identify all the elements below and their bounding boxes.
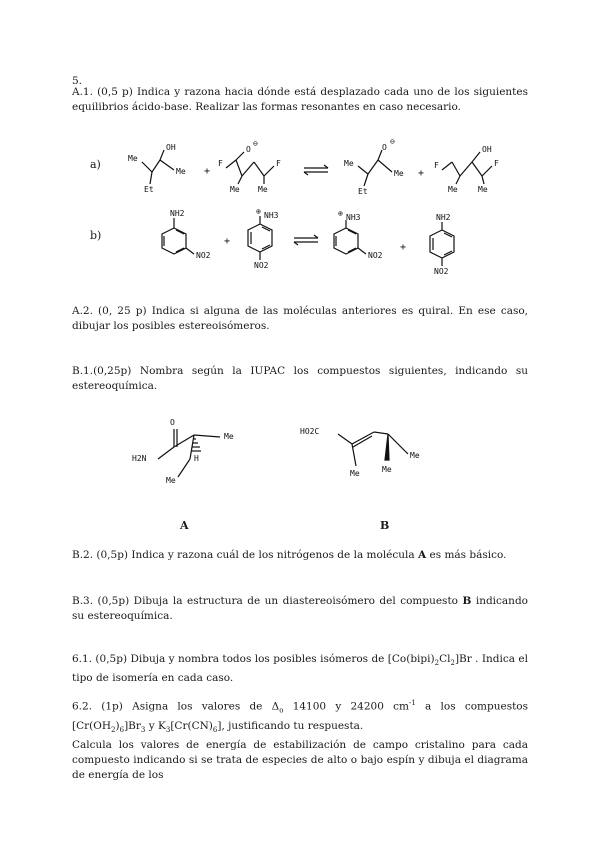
question-a2-heading: A.2. (0, 25 p): [72, 305, 147, 317]
label-me: Me: [230, 185, 240, 194]
label-h: H: [194, 454, 199, 463]
question-b3-heading: B.3. (0,5p): [72, 595, 130, 607]
text: [Cr(CN): [170, 719, 213, 732]
label-nh3: NH3: [346, 213, 361, 222]
label-f: F: [494, 159, 499, 168]
label-o: O: [170, 418, 175, 427]
question-6-2-heading: 6.2. (1p): [72, 700, 123, 713]
label-me: Me: [166, 476, 176, 485]
label-o: O: [246, 145, 251, 154]
superscript: -1: [408, 699, 416, 707]
question-b3-text-end: indicando su estereoquímica.: [72, 595, 528, 622]
label-me: Me: [176, 167, 186, 176]
text: ): [115, 719, 120, 732]
label-f: F: [218, 159, 223, 168]
label-f: F: [434, 161, 439, 170]
label-me: Me: [382, 465, 392, 474]
label-oh: OH: [482, 145, 492, 154]
label-f: F: [276, 159, 281, 168]
label-molecule-b: B: [380, 519, 390, 532]
label-me: Me: [224, 432, 234, 441]
label-me: Me: [448, 185, 458, 194]
alcohol-molecule-2: [434, 145, 499, 194]
subscript: 6: [119, 725, 125, 734]
text: a los compuestos [Cr(OH: [72, 700, 529, 732]
equilibrium-b-diagram: [150, 207, 470, 282]
label-plus-circle: ⊕: [338, 209, 343, 218]
plus-sign: +: [400, 242, 407, 253]
text: y: [145, 719, 155, 732]
equilibrium-arrow: [304, 165, 328, 175]
question-b3-molecule: B: [462, 595, 472, 607]
question-b2-text: Indica y razona cuál de los nitrógenos de la molécula: [131, 549, 415, 561]
text: 14100 y 24200 cm: [283, 700, 409, 713]
label-me: Me: [394, 169, 404, 178]
label-nh3: NH3: [264, 211, 279, 220]
equilibrium-arrow: [294, 235, 318, 245]
label-me: Me: [478, 185, 488, 194]
question-a2: [72, 304, 528, 334]
label-me: Me: [128, 154, 138, 163]
label-me: Me: [258, 185, 268, 194]
question-6-1: [72, 652, 528, 686]
subscript: 3: [165, 725, 171, 734]
subscript: 6: [212, 725, 218, 734]
label-o: O: [382, 143, 387, 152]
question-b1: [72, 364, 528, 394]
question-6-1-text-mid: Cl: [439, 653, 451, 665]
question-6-2: [72, 696, 528, 783]
text: Asigna los valores de Δ: [132, 700, 280, 713]
label-b: b): [90, 229, 102, 242]
question-a1-text: Indica y razona hacia dónde está desplazado cada uno de los siguientes equilibrios ácido-base. Realizar las formas resonantes en caso necesario.: [72, 86, 528, 113]
question-b2-text-end: es más básico.: [429, 549, 507, 561]
question-b2: [72, 548, 528, 563]
plus-sign: +: [204, 166, 211, 177]
plus-sign: +: [224, 236, 231, 247]
text: ]Br: [124, 719, 141, 732]
question-b2-molecule: A: [418, 549, 427, 561]
label-no2: NO2: [434, 267, 449, 276]
question-b1-heading: B.1.(0,25p): [72, 365, 132, 377]
question-6-1-text-end: ]Br . Indica el tipo de isomería en cada caso.: [72, 653, 528, 685]
label-me: Me: [410, 451, 420, 460]
plus-sign: +: [418, 168, 425, 179]
subscript: o: [279, 706, 284, 715]
subscript: 2: [450, 659, 455, 668]
question-6-1-heading: 6.1. (0,5p): [72, 653, 128, 665]
label-no2: NO2: [196, 251, 211, 260]
text: ], justificando tu respuesta.: [217, 719, 364, 732]
question-b1-text: Nombra según la IUPAC los compuestos siguientes, indicando su estereoquímica.: [72, 365, 528, 392]
subscript: 3: [140, 725, 146, 734]
label-no2: NO2: [254, 261, 269, 270]
label-me: Me: [344, 159, 354, 168]
subscript: 2: [434, 659, 440, 668]
label-et: Et: [144, 185, 154, 194]
label-nh2: NH2: [436, 213, 451, 222]
question-a2-text: Indica si alguna de las moléculas anteriores es quiral. En ese caso, dibujar los posibles estereoisómeros.: [72, 305, 529, 332]
label-molecule-a: A: [180, 519, 189, 532]
label-minus: ⊖: [390, 137, 395, 146]
nitroaniline-molecule: [162, 209, 211, 260]
question-a1-heading: A.1. (0,5 p): [72, 86, 133, 98]
label-h2n: H2N: [132, 454, 147, 463]
label-oh: OH: [166, 143, 176, 152]
label-me: Me: [350, 469, 360, 478]
question-6-1-text: Dibuja y nombra todos los posibles isómeros de [Co(bipi): [130, 653, 435, 665]
nitroanilinium-molecule-2: [334, 209, 383, 260]
alkoxide-molecule-2: [344, 137, 404, 196]
label-plus-circle: ⊕: [256, 207, 261, 216]
section-number: 5.: [72, 75, 83, 87]
question-b3-text: Dibuja la estructura de un diastereoisómero del compuesto: [133, 595, 458, 607]
alkoxide-molecule: [218, 139, 281, 194]
text: Calcula los valores de energía de estabilización de campo cristalino para cada compuesto indicando si se trata de especies de alto o bajo espín y dibuja el diagrama de energía de los: [72, 738, 528, 781]
label-a: a): [90, 158, 101, 171]
label-nh2: NH2: [170, 209, 185, 218]
label-no2: NO2: [368, 251, 383, 260]
equilibrium-a-diagram: [120, 137, 530, 200]
question-b3: [72, 594, 528, 624]
molecule-b-structure: [300, 420, 460, 490]
label-minus: ⊖: [253, 139, 258, 148]
nitroanilinium-molecule: [248, 207, 279, 270]
text: K: [158, 719, 166, 732]
question-a1: [72, 85, 528, 115]
molecule-a-structure: [130, 415, 260, 495]
nitroaniline-molecule-2: [430, 213, 454, 276]
question-b2-heading: B.2. (0,5p): [72, 549, 129, 561]
label-ho2c: HO2C: [300, 427, 320, 436]
subscript: 2: [111, 725, 116, 734]
label-et: Et: [358, 187, 368, 196]
alcohol-molecule: [128, 143, 186, 194]
